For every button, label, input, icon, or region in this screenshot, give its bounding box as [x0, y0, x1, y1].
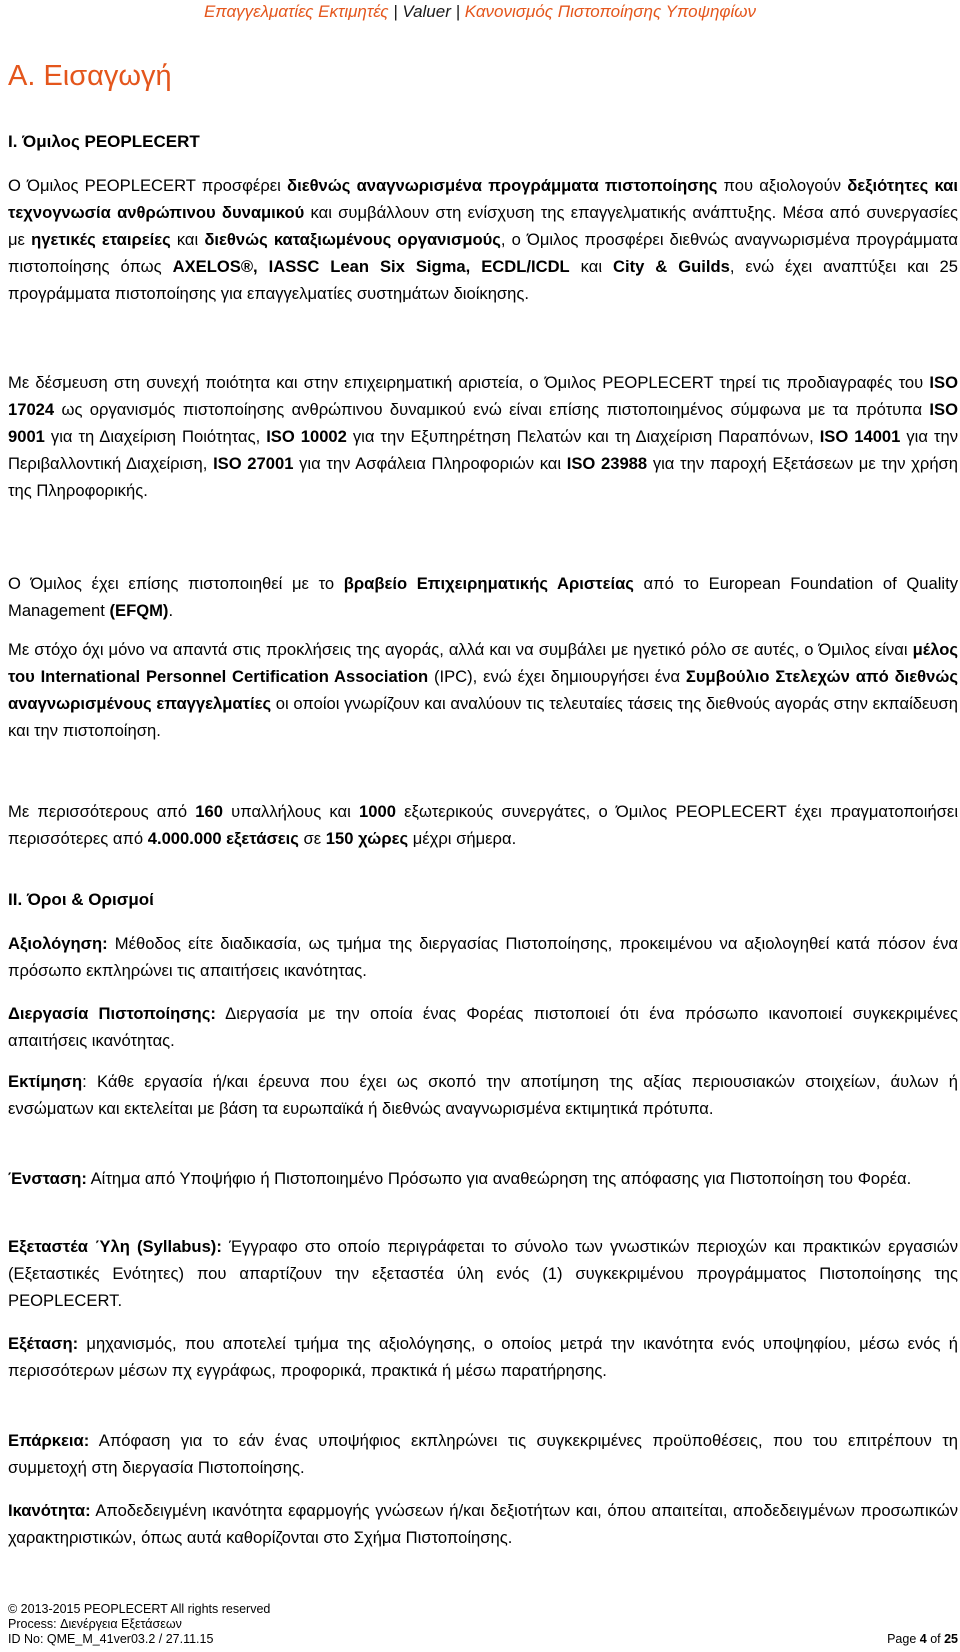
definition-term: Επάρκεια: [8, 1431, 90, 1450]
definition-text: Αποδεδειγμένη ικανότητα εφαρμογής γνώσεων ή/και δεξιοτήτων και, όπου απαιτείται, αποδεδειγμένων προσωπικών χαρακτηριστικών, όπως αυτά καθορίζονται στο Σχήμα Πιστοποίησης. [8, 1501, 958, 1547]
page-total: 25 [944, 1632, 958, 1646]
definition-item [8, 1497, 958, 1551]
text-run: για την παροχή Εξετάσεων με την χρήση της Πληροφορικής. [8, 454, 959, 500]
definition-item [8, 930, 958, 984]
definition-term: Αξιολόγηση: [8, 934, 108, 953]
bold-run: ISO 27001 [213, 454, 294, 473]
definition-text: Διεργασία με την οποία ένας Φορέας πιστοποιεί ότι ένα πρόσωπο ικανοποιεί συγκεκριμένες απαιτήσεις ικανότητας. [8, 1004, 958, 1050]
subsection-heading-2: II. Όροι & Ορισμοί [8, 890, 154, 909]
footer-id-number: ID No: QME_M_41ver03.2 / 27.11.15 [8, 1632, 214, 1646]
page-current: 4 [919, 1632, 927, 1646]
section-title: A. Εισαγωγή [8, 60, 172, 92]
text-run: Με στόχο όχι μόνο να απαντά στις προκλήσεις της αγοράς, αλλά και να συμβάλει με ηγετικό ρόλο σε αυτές, ο Όμιλος είναι [8, 640, 913, 659]
text-run: από το European Foundation of Quality Management [8, 574, 959, 620]
definition-item [8, 1165, 958, 1192]
page-label: Page [887, 1632, 920, 1646]
definition-term: Ένσταση: [8, 1169, 87, 1188]
footer-id-row [8, 1632, 958, 1647]
bold-run: ISO 23988 [566, 454, 648, 473]
text-run: Με δέσμευση στη συνεχή ποιότητα και στην επιχειρηματική αριστεία, ο Όμιλος PEOPLECERT τηρεί τις προδιαγραφές του [8, 373, 930, 392]
bold-run: δεξιότητες και τεχνογνωσία ανθρώπινου δυναμικού [8, 176, 958, 222]
text-run: και [569, 257, 613, 276]
text-run: Ο Όμιλος έχει επίσης πιστοποιηθεί με το [8, 574, 344, 593]
definition-term: Εκτίμηση [8, 1072, 83, 1091]
text-run: και [170, 230, 205, 249]
bold-run: ISO 14001 [819, 427, 901, 446]
text-run: Ο Όμιλος PEOPLECERT προσφέρει [8, 176, 288, 195]
definition-item [8, 1233, 958, 1314]
subsection-heading-1: I. Όμιλος PEOPLECERT [8, 132, 200, 151]
definition-text: Μέθοδος είτε διαδικασία, ως τμήμα της διεργασίας Πιστοποίησης, προκειμένου να αξιολογηθεί κατά πόσον ένα πρόσωπο εκπληρώνει τις απαιτήσεις ικανότητας. [8, 934, 958, 980]
text-run: για την Ασφάλεια Πληροφοριών και [293, 454, 567, 473]
text-run: για τη Διαχείριση Ποιότητας, [44, 427, 267, 446]
text-run: για την Περιβαλλοντική Διαχείριση, [8, 427, 958, 473]
bold-run: ηγετικές εταιρείες [31, 230, 171, 249]
footer-process: Process: Διενέργεια Εξετάσεων [8, 1617, 182, 1631]
text-run: και συμβάλλουν στη ενίσχυση της επαγγελματικής ανάπτυξης. Μέσα από συνεργασίες με [8, 203, 958, 249]
definition-item [8, 1427, 958, 1481]
bold-run: βραβείο Επιχειρηματικής Αριστείας [343, 574, 634, 593]
intro-paragraph-4 [8, 636, 958, 744]
header-program: Valuer [402, 2, 456, 21]
bold-run: (EFQM) [109, 601, 169, 620]
definition-term: Εξέταση: [8, 1334, 79, 1353]
definition-text: Αίτημα από Υποψήφιο ή Πιστοποιημένο Πρόσωπο για αναθεώρηση της απόφασης για Πιστοποίηση του Φορέα. [86, 1169, 912, 1188]
bold-run: 150 χώρες [325, 829, 409, 848]
page-number [887, 1632, 958, 1647]
running-header [0, 2, 960, 22]
header-separator: | [393, 2, 403, 21]
definition-text: Απόφαση για το εάν ένας υποψήφιος εκπληρώνει τις συγκεκριμένες προϋποθέσεις, που του επιτρέπουν τη συμμετοχή στη διεργασία Πιστοποίησης. [8, 1431, 958, 1477]
bold-run: City & Guilds [612, 257, 730, 276]
bold-run: διεθνώς αναγνωρισμένα προγράμματα πιστοποίησης [287, 176, 718, 195]
definition-text: Έγγραφο στο οποίο περιγράφεται το σύνολο των γνωστικών περιοχών και πρακτικών εργασιών (Εξεταστικές Ενότητες) που απαρτίζουν την εξεταστέα ύλη ενός (1) συγκεκριμένου προγράμματος Πιστοποίησης της PEOPLECERT. [8, 1237, 959, 1310]
text-run: σε [298, 829, 326, 848]
intro-paragraph-1 [8, 172, 958, 307]
page-of: of [926, 1632, 945, 1646]
bold-run: ISO 17024 [8, 373, 958, 419]
text-run: , ο Όμιλος προσφέρει διεθνώς αναγνωρισμένα προγράμματα πιστοποίησης όπως [8, 230, 958, 276]
definition-item [8, 1068, 958, 1122]
text-run: Με περισσότερους από [8, 802, 196, 821]
header-title: Επαγγελματίες Εκτιμητές [203, 2, 394, 21]
text-run: (IPC), ενώ έχει δημιουργήσει ένα [428, 667, 686, 686]
text-run: υπαλλήλους και [222, 802, 360, 821]
bold-run: μέλος του International Personnel Certification Association [8, 640, 958, 686]
intro-paragraph-3 [8, 570, 958, 624]
bold-run: 4.000.000 εξετάσεις [147, 829, 299, 848]
definition-term: Διεργασία Πιστοποίησης: [8, 1004, 216, 1023]
text-run: για την Εξυπηρέτηση Πελατών και τη Διαχείριση Παραπόνων, [346, 427, 820, 446]
text-run: οι οποίοι γνωρίζουν και αναλύουν τις τελευταίες τάσεις της διεθνούς αγοράς στην εκπαίδευση και την πιστοποίηση. [8, 694, 958, 740]
definition-item [8, 1000, 958, 1054]
text-run: . [168, 601, 174, 620]
definition-term: Εξεταστέα Ύλη (Syllabus): [8, 1237, 222, 1256]
text-run: ως οργανισμός πιστοποίησης ανθρώπινου δυναμικού ενώ είναι επίσης πιστοποιημένος σύμφωνα με τα πρότυπα [54, 400, 930, 419]
definition-text: : Κάθε εργασία ή/και έρευνα που έχει ως σκοπό την αποτίμηση της αξίας περιουσιακών στοιχείων, άυλων ή ενσώματων και εκτελείται με βάση τα ευρωπαϊκά ή διεθνώς αναγνωρισμένα εκτιμητικά πρότυπα. [8, 1072, 958, 1118]
bold-run: AXELOS®, IASSC Lean Six Sigma, ECDL/ICDL [172, 257, 570, 276]
intro-paragraph-5 [8, 798, 958, 852]
text-run: εξωτερικούς συνεργάτες, ο Όμιλος PEOPLECERT έχει πραγματοποιήσει περισσότερες από [8, 802, 959, 848]
definition-item [8, 1330, 958, 1384]
bold-run: ISO 10002 [266, 427, 347, 446]
footer-copyright: © 2013-2015 PEOPLECERT All rights reserved [8, 1602, 271, 1616]
definition-text: μηχανισμός, που αποτελεί τμήμα της αξιολόγησης, ο οποίος μετρά την ικανότητα ενός υποψηφίου, μέσω ενός ή περισσότερων μέσων πχ εγγράφως, προφορικά, πρακτικά ή μέσω παρατήρησης. [8, 1334, 958, 1380]
text-run: , ενώ έχει αναπτύξει και 25 προγράμματα πιστοποίησης για επαγγελματίες συστημάτων διοίκησης. [8, 257, 958, 303]
bold-run: 1000 [359, 802, 396, 821]
intro-paragraph-2 [8, 369, 958, 504]
text-run: μέχρι σήμερα. [408, 829, 517, 848]
bold-run: διεθνώς καταξιωμένους οργανισμούς [204, 230, 501, 249]
header-subtitle: Κανονισμός Πιστοποίησης Υποψηφίων [464, 2, 757, 21]
bold-run: Συμβούλιο Στελεχών από διεθνώς αναγνωρισμένους επαγγελματίες [8, 667, 958, 713]
text-run: που αξιολογούν [717, 176, 848, 195]
header-separator: | [455, 2, 465, 21]
bold-run: 160 [195, 802, 223, 821]
bold-run: ISO 9001 [8, 400, 958, 446]
definition-term: Ικανότητα: [8, 1501, 91, 1520]
